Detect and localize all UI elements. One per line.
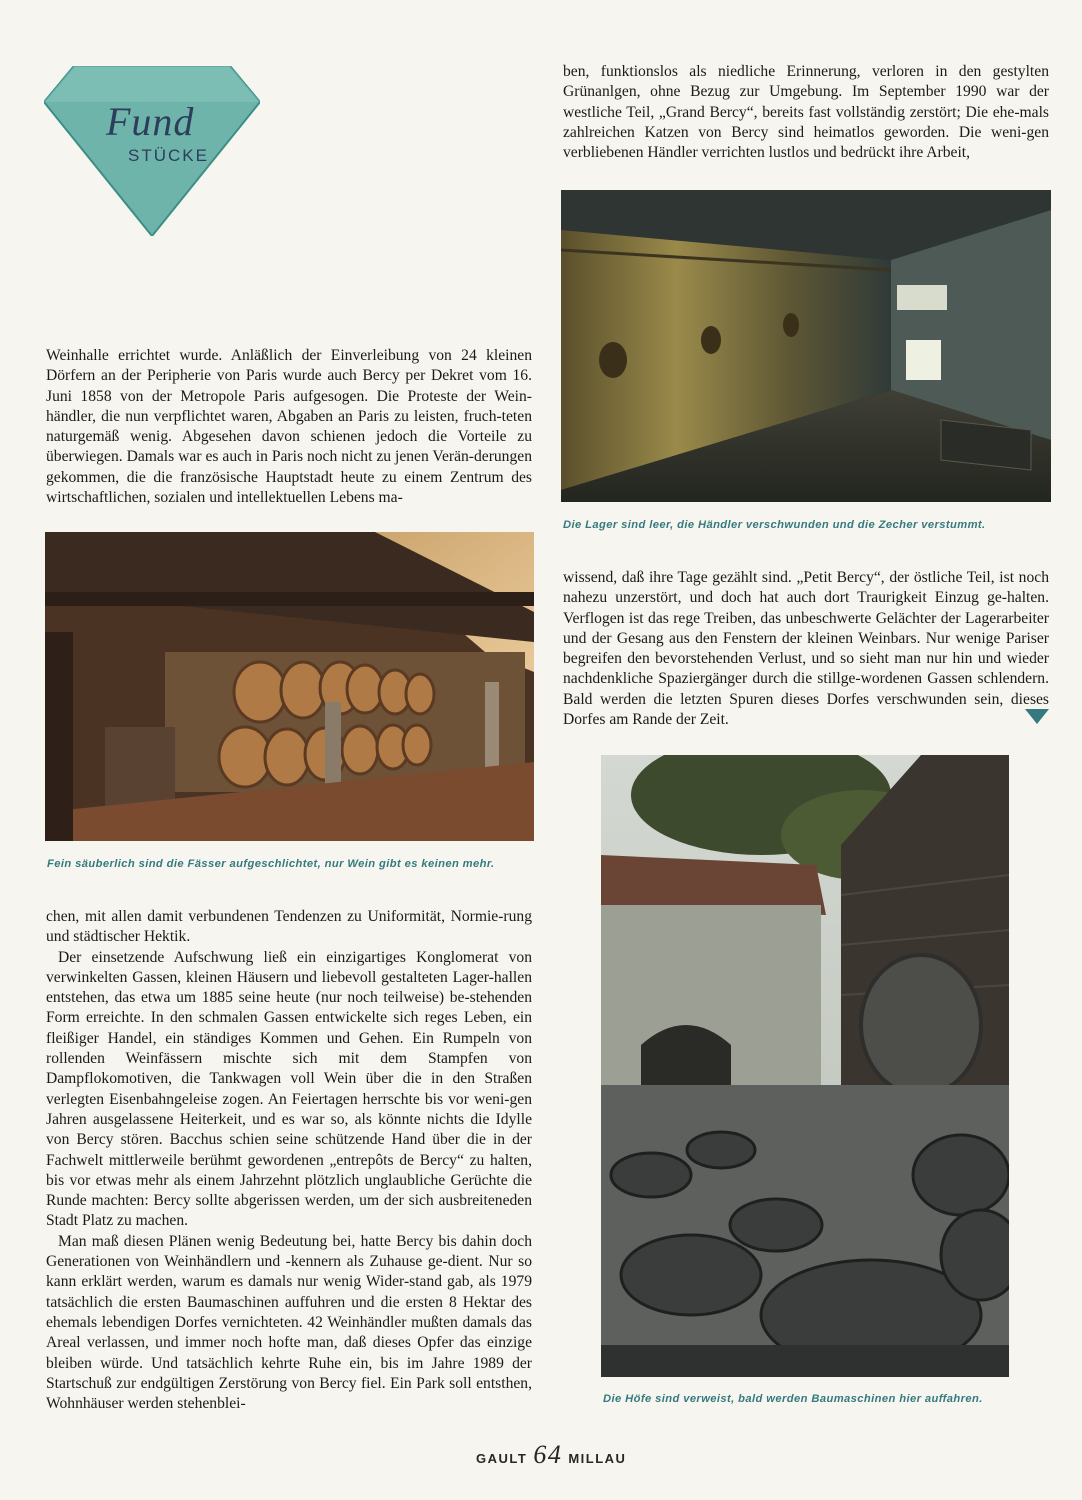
text-left-top bbox=[46, 346, 532, 508]
paragraph: Weinhalle errichtet wurde. Anläßlich der Einverleibung von 24 kleinen Dörfern an der Peripherie von Paris wurde auch Bercy per Dekret vom 16. Juni 1858 von der Metropole Paris aufgesogen. Die Proteste der Wein-händler, die nun verpflichtet waren, Abgaben an Paris zu leisten, fruch-teten naturgemäß wenig. Abgesehen davon schienen jedoch die Vorteile zu überwiegen. Damals war es auch in Paris noch nicht zu jenen Verän-derungen gekommen, die die französische Hauptstadt heute zu einem Zentrum des wirtschaftlichen, sozialen und intellektuellen Lebens ma- bbox=[46, 347, 532, 507]
text-right-mid bbox=[563, 568, 1049, 730]
paragraph: ben, funktionslos als niedliche Erinnerung, verloren in den gestylten Grünanlgen, ohne Bezug zur Umgebung. Im September 1990 war der westliche Teil, „Grand Bercy“, bereits fast vollständig zerstört; Die ehe-mals zahlreichen Katzen von Bercy sind heimatlos geworden. Die weni-gen verbliebenen Händler verrichten lustlos und bedrückt ihre Arbeit, bbox=[563, 63, 1049, 162]
photo-courtyard bbox=[601, 755, 1009, 1377]
page-number: 64 bbox=[533, 1440, 563, 1469]
photo-stacked-barrels bbox=[45, 532, 534, 841]
page-footer bbox=[476, 1440, 626, 1470]
end-triangle-icon bbox=[1025, 709, 1049, 725]
footer-brand-right: MILLAU bbox=[568, 1451, 627, 1466]
paragraph: Man maß diesen Plänen wenig Bedeutung bei, hatte Bercy bis dahin doch Generationen von Weinhändlern und -kennern als Zuhause ge-dient. Nur so kann erklärt werden, warum es damals nur wenig Wider-stand gab, als 1979 tatsächlich die ersten Baumaschinen auffuhren und die ersten 8 Hektar des ehemals lebendigen Dorfes vernichteten. 42 Weinhändler mußten damals das Areal verlassen, und immer noch hofte man, daß dieses Opfer das einzige bleiben würde. Und tatsächlich kehrte Ruhe ein, bis im Jahre 1989 der Startschuß zur endgültigen Zerstörung von Bercy fiel. Ein Park soll entsthen, Wohnhäuser werden stehenblei- bbox=[46, 1232, 532, 1413]
caption-courtyard: Die Höfe sind verweist, bald werden Baumaschinen hier auffahren. bbox=[603, 1393, 983, 1405]
caption-barrels: Fein säuberlich sind die Fässer aufgeschlichtet, nur Wein gibt es keinen mehr. bbox=[47, 858, 495, 870]
text-left-bottom bbox=[46, 907, 532, 1414]
paragraph: chen, mit allen damit verbundenen Tendenzen zu Uniformität, Normie-rung und städtischer Hektik. bbox=[46, 908, 532, 946]
text-right-top bbox=[563, 62, 1049, 163]
fundstuecke-badge bbox=[44, 66, 260, 236]
badge-subtitle: STÜCKE bbox=[128, 146, 209, 165]
photo-empty-hall bbox=[561, 190, 1051, 502]
paragraph: Der einsetzende Aufschwung ließ ein einzigartiges Konglomerat von verwinkelten Gassen, kleinen Häusern und liebevoll gestalteten Lager-hallen entstehen, das etwa um 1885 seine heute (nur noch teilweise) be-stehenden Form erreichte. In den schmalen Gassen entwickelte sich reges Leben, ein fleißiger Handel, ein ständiges Kommen und Gehen. Ein Rumpeln von rollenden Weinfässern mischte sich mit dem Stampfen von Dampflokomotiven, die Tankwagen voll Wein über die in den Straßen verlegten Eisenbahngeleise zogen. An Feiertagen herrschte bis vor weni-gen Jahren ausgelassene Heiterkeit, und es war so, als könnte nichts die Idylle von Bercy stören. Bacchus schien seine schützende Hand über die in der Fachwelt mittlerweile berühmt gewordenen „entrepôts de Bercy“ zu halten, bis vor etwas mehr als einem Jahrzehnt plötzlich unglaubliche Gerüchte die Runde machten: Bercy sollte abgerissen werden, um der sich ausbreiteneden Stadt Platz zu machen. bbox=[46, 948, 532, 1230]
caption-hall: Die Lager sind leer, die Händler verschwunden und die Zecher verstummt. bbox=[563, 519, 986, 531]
paragraph: wissend, daß ihre Tage gezählt sind. „Petit Bercy“, der östliche Teil, ist noch nahezu unzerstört, und doch hat auch dort Traurigkeit Einzug ge-halten. Verflogen ist das rege Treiben, das unbeschwerte Gelächter der Lagerarbeiter und der Gesang aus den Fenstern der kleinen Weinbars. Nur wenige Pariser begreifen den bevorstehenden Verlust, und so sieht man nur hin und wieder nachdenkliche Spaziergänger durch die stillge-wordenen Gassen schlendern. Bald werden die letzten Spuren dieses Dorfes verschwunden sein, dieses Dorfes am Rande der Zeit. bbox=[563, 569, 1049, 729]
badge-title: Fund bbox=[106, 99, 195, 144]
footer-brand-left: GAULT bbox=[476, 1451, 528, 1466]
